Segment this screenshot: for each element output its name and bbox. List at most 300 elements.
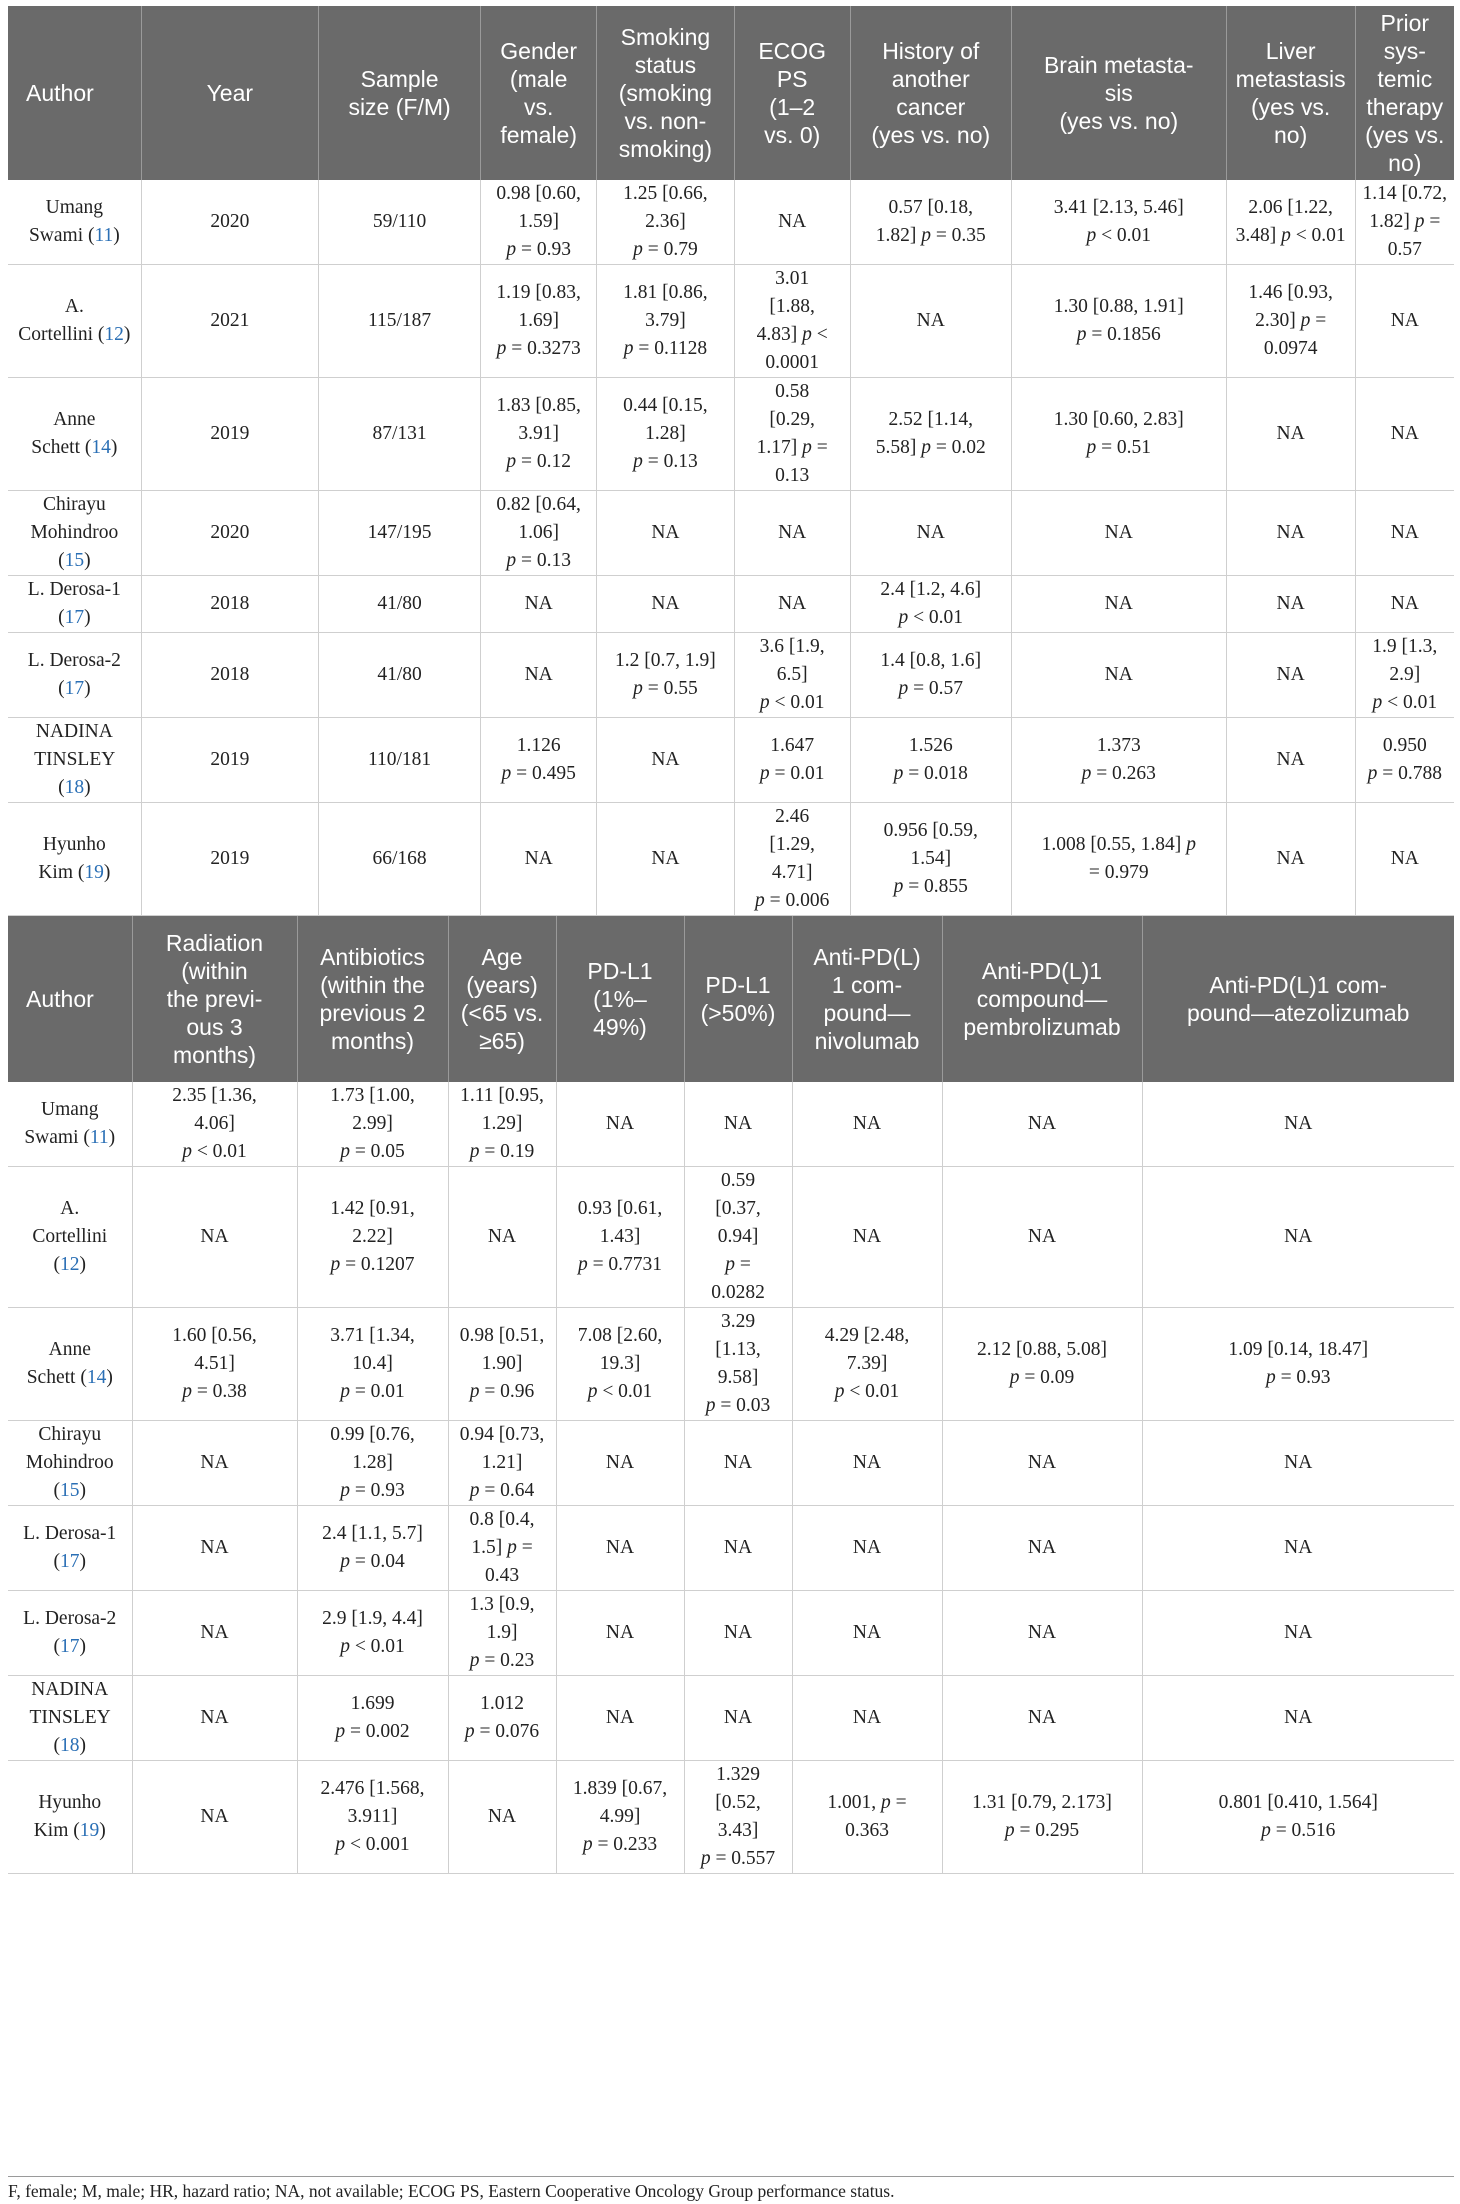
data-cell — [1226, 491, 1355, 576]
data-cell — [297, 1167, 448, 1308]
cell-text-line: p = 0.12 — [506, 451, 571, 472]
data-cell — [684, 1761, 792, 1874]
data-cell — [132, 1676, 297, 1761]
data-cell — [850, 718, 1011, 803]
header-text-line: pembrolizumab — [963, 1014, 1121, 1040]
cell-text-line: 0.44 [0.15, — [623, 395, 708, 416]
data-cell — [792, 1676, 942, 1761]
cell-text-line: NA — [723, 1113, 753, 1134]
author-cell — [8, 491, 141, 576]
author-name-line: Mohindroo (15) — [25, 1452, 114, 1501]
author-name-line — [16, 1676, 124, 1704]
cell-text-line: NA — [723, 1537, 753, 1558]
author-cell — [8, 265, 141, 378]
cell-text-line: 1.14 [0.72, — [1362, 183, 1448, 204]
header-text-line: vs. 0) — [764, 122, 821, 148]
header-text-line: (yes vs. — [1251, 94, 1331, 120]
cell-text-line: NA — [1284, 1226, 1313, 1247]
header-text-line: Gender — [500, 38, 578, 64]
cell-text-line: p = 0.23 — [469, 1650, 535, 1671]
author-name-line: Schett (14) — [31, 437, 118, 458]
data-cell — [597, 491, 735, 576]
cell-text-line: NA — [1027, 1707, 1057, 1728]
reference-line: (17) — [53, 1636, 86, 1657]
cell-text-line: 10.4] — [352, 1353, 393, 1374]
cell-text-line: [1.29, — [769, 834, 815, 855]
header-text-line: Age — [481, 944, 523, 970]
cell-text-line: 1.06] — [518, 522, 559, 543]
data-cell — [792, 1506, 942, 1591]
cell-text-line: p = 0.3273 — [496, 338, 581, 359]
data-cell — [597, 378, 735, 491]
cell-text-line: p = — [725, 1254, 751, 1275]
header-text-line: Liver — [1265, 38, 1316, 64]
cell-text-line: 1.81 [0.86, — [623, 282, 708, 303]
header-text-line: Anti-PD(L)1 — [981, 958, 1103, 984]
data-cell — [448, 1082, 556, 1167]
author-cell — [8, 633, 141, 718]
cell-text-line: NA — [1104, 664, 1133, 685]
data-cell — [1011, 718, 1226, 803]
reference-link[interactable]: 19 — [84, 862, 104, 883]
cell-text-line: NA — [852, 1622, 882, 1643]
cell-text-line: 4.71] — [771, 862, 813, 883]
cell-text-line: NA — [200, 1537, 229, 1558]
cell-text-line: 1.19 [0.83, — [496, 282, 581, 303]
author-name: Swami — [24, 1127, 79, 1148]
data-cell — [132, 1506, 297, 1591]
cell-text-line: p = 0.1128 — [623, 338, 708, 359]
cell-text-line: p < 0.01 — [834, 1381, 900, 1402]
cell-text-line: 2.12 [0.88, 5.08] — [977, 1339, 1107, 1360]
author-name: Schett — [26, 1367, 76, 1388]
data-cell — [556, 1082, 684, 1167]
data-cell — [942, 1308, 1142, 1421]
data-cell — [1226, 180, 1355, 265]
data-cell — [556, 1167, 684, 1308]
author-name-line: Schett (14) — [26, 1367, 113, 1388]
column-header — [481, 6, 597, 180]
header-text-line: PD-L1 — [587, 958, 653, 984]
cell-text-line: NA — [487, 1806, 517, 1827]
header-text-line: 1 com- — [831, 972, 903, 998]
cell-text-line: NA — [723, 1707, 753, 1728]
author-name-line — [16, 647, 133, 675]
cell-text-line: 2019 — [210, 848, 250, 869]
cell-text-line: NA — [723, 1622, 753, 1643]
cell-text-line: 0.950 — [1382, 735, 1427, 756]
author-name-line — [16, 1096, 124, 1124]
cell-text-line: 0.99 [0.76, — [330, 1424, 415, 1445]
cell-text-line: 1.647 — [770, 735, 815, 756]
cell-text-line: 1.001, p = — [827, 1792, 907, 1813]
header-text-line: no) — [1274, 122, 1308, 148]
table-lower-body — [8, 1082, 1454, 1874]
data-cell — [1355, 576, 1454, 633]
table-row — [8, 265, 1454, 378]
header-text-line: cancer — [896, 94, 966, 120]
cell-text-line: 1.2 [0.7, 1.9] — [615, 650, 716, 671]
data-cell — [1142, 1676, 1454, 1761]
data-cell — [297, 1082, 448, 1167]
author-name-line: Kim (19) — [33, 1820, 106, 1841]
cell-text-line: [0.37, — [715, 1198, 761, 1219]
cell-text-line: 1.012 — [480, 1693, 524, 1714]
data-cell — [1142, 1761, 1454, 1874]
header-text-line: (1–2 — [769, 94, 816, 120]
data-cell — [132, 1167, 297, 1308]
cell-text-line: 0.13 — [775, 465, 810, 486]
header-text-line: temic — [1377, 66, 1433, 92]
cell-text-line: = 0.979 — [1088, 862, 1149, 883]
cell-text-line: 3.43] — [717, 1820, 759, 1841]
cell-text-line: p = 0.51 — [1086, 437, 1152, 458]
reference-link[interactable]: 11 — [89, 1127, 109, 1148]
cell-text-line: 1.82] p = — [1369, 211, 1441, 232]
data-cell — [1011, 633, 1226, 718]
cell-text-line: p < 0.01 — [1086, 225, 1152, 246]
data-cell — [597, 265, 735, 378]
cell-text-line: NA — [524, 664, 553, 685]
table-row — [8, 378, 1454, 491]
data-cell — [684, 1421, 792, 1506]
data-cell — [141, 265, 318, 378]
cell-text-line: 2018 — [210, 593, 250, 614]
data-cell — [556, 1676, 684, 1761]
cell-text-line: NA — [778, 522, 807, 543]
cell-text-line: 1.30 [0.60, 2.83] — [1053, 409, 1184, 430]
cell-text-line: 2019 — [210, 423, 250, 444]
data-cell — [318, 265, 480, 378]
cell-text-line: 2.9 [1.9, 4.4] — [322, 1608, 423, 1629]
cell-text-line: p = 0.516 — [1261, 1820, 1336, 1841]
cell-text-line: 41/80 — [377, 664, 422, 685]
author-name-line: TINSLEY (18) — [34, 749, 115, 798]
cell-text-line: 1.373 — [1096, 735, 1141, 756]
cell-text-line: 2020 — [210, 522, 250, 543]
author-name: L. Derosa-1 — [23, 1523, 117, 1544]
cell-text-line: p = 0.295 — [1004, 1820, 1080, 1841]
cell-text-line: 1.60 [0.56, — [172, 1325, 257, 1346]
data-cell — [1011, 180, 1226, 265]
data-cell — [850, 576, 1011, 633]
cell-text-line: p = 0.1207 — [330, 1254, 415, 1275]
author-name: Mohindroo — [30, 522, 119, 543]
author-cell — [8, 1591, 132, 1676]
reference-link[interactable]: 19 — [79, 1820, 100, 1841]
table-footnote: F, female; M, male; HR, hazard ratio; NA, not available; ECOG PS, Eastern Cooperative Oncology Group performance status. — [8, 2176, 1454, 2202]
header-text-line: Sample — [360, 66, 439, 92]
data-cell — [141, 491, 318, 576]
cell-text-line: 4.83] p < — [756, 324, 828, 345]
header-text-line: PS — [776, 66, 808, 92]
cell-text-line: p = 0.04 — [340, 1551, 405, 1572]
author-cell — [8, 718, 141, 803]
cell-text-line: p = 0.64 — [469, 1480, 535, 1501]
cell-text-line: NA — [1390, 423, 1419, 444]
data-cell — [297, 1506, 448, 1591]
table-row — [8, 803, 1454, 916]
cell-text-line: NA — [200, 1226, 229, 1247]
data-cell — [141, 576, 318, 633]
cell-text-line: NA — [1027, 1113, 1057, 1134]
cell-text-line: 1.329 — [716, 1764, 760, 1785]
column-header — [684, 916, 792, 1082]
author-name: Anne — [53, 409, 96, 430]
table-row — [8, 491, 1454, 576]
data-cell — [597, 180, 735, 265]
column-header — [297, 916, 448, 1082]
cell-text-line: p = 0.233 — [582, 1834, 658, 1855]
cell-text-line: p < 0.01 — [1372, 692, 1438, 713]
cell-text-line: 3.41 [2.13, 5.46] — [1053, 197, 1184, 218]
cell-text-line: p = 0.19 — [469, 1141, 535, 1162]
cell-text-line: 3.48] p < 0.01 — [1235, 225, 1346, 246]
cell-text-line: 1.29] — [481, 1113, 523, 1134]
cell-text-line: p < 0.01 — [587, 1381, 653, 1402]
reference-link[interactable]: 12 — [60, 1254, 80, 1275]
reference-link[interactable]: 12 — [104, 324, 124, 345]
cell-text-line: 0.0001 — [765, 352, 819, 373]
cell-text-line: 2.30] p = — [1255, 310, 1327, 331]
author-name: Chirayu — [42, 494, 106, 515]
author-name-line — [16, 293, 133, 321]
data-cell — [1226, 576, 1355, 633]
header-text-line: Year — [206, 80, 254, 106]
cell-text-line: NA — [524, 593, 553, 614]
author-name-line: Mohindroo (15) — [30, 522, 119, 571]
data-cell — [1355, 491, 1454, 576]
author-name-line — [16, 1336, 124, 1364]
cell-text-line: 1.526 — [908, 735, 953, 756]
header-text-line: another — [891, 66, 970, 92]
author-name-line — [16, 1789, 124, 1817]
cell-text-line: NA — [1276, 522, 1305, 543]
data-cell — [1355, 180, 1454, 265]
cell-text-line: 0.57 [0.18, — [888, 197, 973, 218]
data-cell — [792, 1308, 942, 1421]
header-text-line: no) — [1388, 150, 1422, 176]
data-cell — [556, 1761, 684, 1874]
data-cell — [481, 718, 597, 803]
data-cell — [850, 378, 1011, 491]
data-cell — [1011, 378, 1226, 491]
cell-text-line: 1.54] — [910, 848, 952, 869]
cell-text-line: 66/168 — [372, 848, 427, 869]
author-name: Hyunho — [38, 1792, 102, 1813]
cell-text-line: 1.25 [0.66, — [623, 183, 708, 204]
data-cell — [297, 1761, 448, 1874]
cell-text-line: p = 0.002 — [335, 1721, 410, 1742]
header-text-line: (1%– — [593, 986, 647, 1012]
data-cell — [792, 1421, 942, 1506]
reference-line: (17) — [53, 1551, 86, 1572]
author-name: Chirayu — [38, 1424, 102, 1445]
column-header — [942, 916, 1142, 1082]
author-name-line — [16, 576, 133, 604]
author-name: Schett — [31, 437, 81, 458]
cell-text-line: p = 0.495 — [501, 763, 576, 784]
cell-text-line: NA — [778, 593, 807, 614]
table-row — [8, 1082, 1454, 1167]
author-name: A. — [64, 296, 84, 317]
data-cell — [1142, 1506, 1454, 1591]
author-cell — [8, 1308, 132, 1421]
header-text-line: (years) — [466, 972, 538, 998]
table-row — [8, 1676, 1454, 1761]
author-name-line — [16, 831, 133, 859]
data-cell — [792, 1761, 942, 1874]
reference-link[interactable]: 17 — [64, 678, 85, 699]
reference-link[interactable]: 15 — [60, 1480, 80, 1501]
cell-text-line: p = 0.55 — [633, 678, 698, 699]
header-text-line: pound— — [823, 1000, 911, 1026]
data-cell — [850, 265, 1011, 378]
cell-text-line: NA — [605, 1707, 635, 1728]
cell-text-line: 1.9 [1.3, — [1372, 636, 1438, 657]
author-name-line — [16, 406, 133, 434]
reference-link[interactable]: 18 — [64, 777, 85, 798]
data-cell — [481, 633, 597, 718]
cell-text-line: NA — [916, 522, 945, 543]
author-name-line: Swami (11) — [28, 225, 120, 246]
data-cell — [734, 633, 850, 718]
data-cell — [684, 1676, 792, 1761]
cell-text-line: 0.363 — [845, 1820, 889, 1841]
cell-text-line: NA — [1027, 1537, 1057, 1558]
cell-text-line: NA — [1276, 848, 1305, 869]
cell-text-line: p = 0.13 — [633, 451, 698, 472]
header-text-line: (within the — [320, 972, 425, 998]
table-row — [8, 576, 1454, 633]
cell-text-line: 1.69] — [518, 310, 559, 331]
data-cell — [141, 378, 318, 491]
author-name-line — [16, 1605, 124, 1633]
cell-text-line: 1.17] p = — [756, 437, 828, 458]
cell-text-line: 1.46 [0.93, — [1248, 282, 1333, 303]
cell-text-line: 2.9] — [1389, 664, 1421, 685]
data-cell — [318, 378, 480, 491]
cell-text-line: 3.29 — [720, 1311, 756, 1332]
cell-text-line: p = 0.38 — [182, 1381, 247, 1402]
cell-text-line: 87/131 — [372, 423, 427, 444]
data-cell — [297, 1308, 448, 1421]
cell-text-line: 1.83 [0.85, — [496, 395, 581, 416]
cell-text-line: p = 0.57 — [898, 678, 964, 699]
cell-text-line: NA — [605, 1113, 635, 1134]
reference-link[interactable]: 18 — [60, 1735, 80, 1756]
cell-text-line: p = 0.788 — [1367, 763, 1442, 784]
author-name-line — [16, 1421, 124, 1449]
author-name: L. Derosa-2 — [27, 650, 121, 671]
cell-text-line: 0.57 — [1387, 239, 1422, 260]
cell-text-line: NA — [1276, 423, 1305, 444]
cell-text-line: 0.58 — [775, 381, 810, 402]
reference-link[interactable]: 11 — [94, 225, 114, 246]
cell-text-line: 1.11 [0.95, — [460, 1085, 544, 1106]
data-cell — [448, 1676, 556, 1761]
header-text-line: Prior sys- — [1380, 10, 1430, 64]
reference-link[interactable]: 14 — [91, 437, 111, 458]
header-text-line: Author — [26, 986, 94, 1012]
author-name-line — [16, 1195, 124, 1223]
author-name-line: Cortellini (12) — [18, 324, 131, 345]
cell-text-line: p = 0.96 — [469, 1381, 535, 1402]
data-cell — [481, 265, 597, 378]
data-cell — [141, 803, 318, 916]
cell-text-line: 0.0282 — [711, 1282, 765, 1303]
data-cell — [448, 1506, 556, 1591]
cell-text-line: p = 0.01 — [340, 1381, 405, 1402]
cell-text-line: 0.43 — [484, 1565, 520, 1586]
data-cell — [734, 803, 850, 916]
cell-text-line: p < 0.001 — [335, 1834, 410, 1855]
cell-text-line: 1.09 [0.14, 18.47] — [1228, 1339, 1369, 1360]
reference-link[interactable]: 15 — [64, 550, 85, 571]
data-cell — [1142, 1308, 1454, 1421]
cell-text-line: NA — [651, 593, 680, 614]
data-cell — [1355, 633, 1454, 718]
reference-link[interactable]: 17 — [64, 607, 85, 628]
table-row — [8, 1591, 1454, 1676]
cell-text-line: 59/110 — [372, 211, 427, 232]
cell-text-line: [0.29, — [769, 409, 815, 430]
data-cell — [448, 1591, 556, 1676]
table-lower — [8, 916, 1454, 1874]
data-cell — [684, 1506, 792, 1591]
data-cell — [850, 803, 1011, 916]
cell-text-line: 1.21] — [481, 1452, 523, 1473]
table-row — [8, 633, 1454, 718]
cell-text-line: 3.01 — [775, 268, 810, 289]
data-cell — [942, 1421, 1142, 1506]
header-text-line: Anti-PD(L) — [813, 944, 921, 970]
cell-text-line: 0.98 [0.60, — [496, 183, 581, 204]
data-cell — [850, 491, 1011, 576]
cell-text-line: NA — [200, 1806, 229, 1827]
reference-link[interactable]: 17 — [60, 1551, 80, 1572]
header-text-line: vs. — [523, 94, 554, 120]
author-cell — [8, 1167, 132, 1308]
cell-text-line: p = 0.03 — [705, 1395, 771, 1416]
header-text-line: metastasis — [1235, 66, 1346, 92]
reference-link[interactable]: 14 — [86, 1367, 107, 1388]
cell-text-line: 1.82] p = 0.35 — [875, 225, 986, 246]
cell-text-line: 2018 — [210, 664, 250, 685]
cell-text-line: p = 0.7731 — [577, 1254, 663, 1275]
header-text-line: History of — [882, 38, 980, 64]
cell-text-line: 0.801 [0.410, 1.564] — [1218, 1792, 1378, 1813]
reference-link[interactable]: 17 — [60, 1636, 80, 1657]
header-text-line: Radiation — [165, 930, 264, 956]
data-cell — [942, 1167, 1142, 1308]
cell-text-line: NA — [1027, 1226, 1057, 1247]
cell-text-line: p < 0.01 — [898, 607, 964, 628]
cell-text-line: 1.90] — [481, 1353, 523, 1374]
cell-text-line: 0.94 [0.73, — [459, 1424, 545, 1445]
cell-text-line: 2.06 [1.22, — [1248, 197, 1333, 218]
cell-text-line: NA — [605, 1452, 635, 1473]
data-cell — [684, 1082, 792, 1167]
cell-text-line: NA — [1276, 749, 1305, 770]
header-text-line: ≥65) — [479, 1028, 525, 1054]
header-text-line: Antibiotics — [320, 944, 425, 970]
cell-text-line: NA — [1284, 1622, 1313, 1643]
cell-text-line: NA — [200, 1622, 229, 1643]
column-header — [1142, 916, 1454, 1082]
author-cell — [8, 576, 141, 633]
data-cell — [734, 378, 850, 491]
